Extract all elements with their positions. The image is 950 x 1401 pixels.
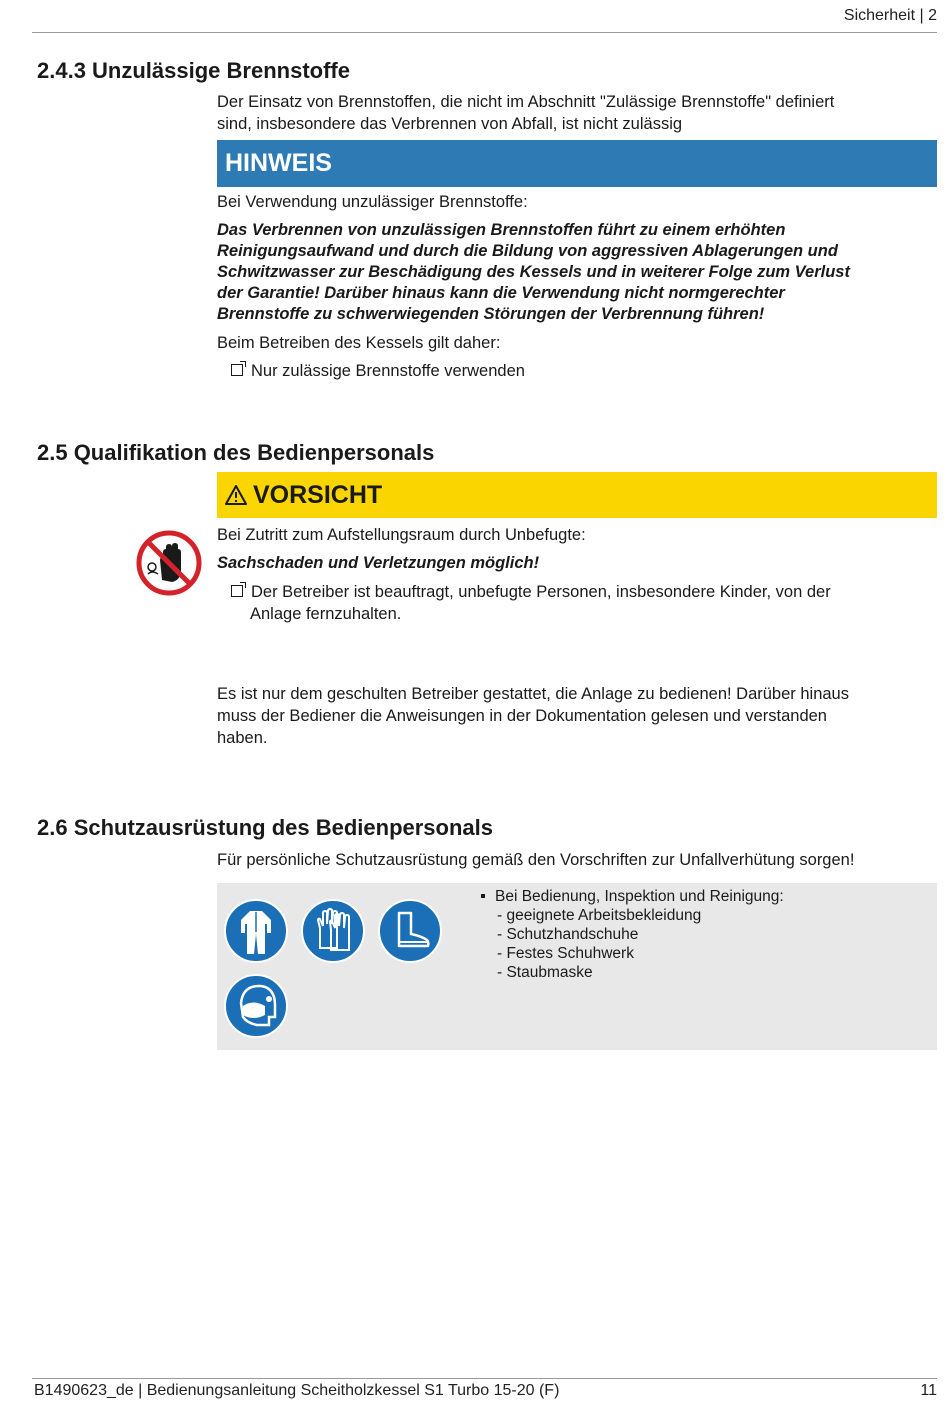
header-divider	[32, 32, 937, 33]
header-section: Sicherheit | 2	[843, 7, 937, 24]
protective-gloves-icon	[300, 898, 366, 969]
footer-divider	[32, 1378, 937, 1379]
consequence-line: der Garantie! Darüber hinaus kann die Verwendung nicht normgerechter	[217, 284, 785, 302]
checkbox-bullet-icon	[231, 364, 243, 376]
no-entry-unauthorized-icon	[136, 530, 202, 601]
action-text: Nur zulässige Brennstoffe verwenden	[251, 362, 525, 380]
action-text: Der Betreiber ist beauftragt, unbefugte Personen, insbesondere Kinder, von der	[251, 583, 831, 601]
consequence-line: Schwitzwasser zur Beschädigung des Kessels und in weiterer Folge zum Verlust	[217, 263, 850, 281]
ppe-item: - geeignete Arbeitsbekleidung	[497, 907, 702, 924]
notice-banner	[217, 140, 937, 187]
action-text: Anlage fernzuhalten.	[250, 605, 402, 623]
section-title-2-5: 2.5 Qualifikation des Bedienpersonals	[37, 440, 435, 465]
caution-action	[231, 581, 831, 625]
dust-mask-icon	[223, 973, 289, 1044]
footer-document-id: B1490623_de | Bedienungsanleitung Scheitholzkessel S1 Turbo 15-20 (F)	[34, 1382, 560, 1399]
notice-label: HINWEIS	[225, 149, 332, 177]
notice-consequence	[217, 220, 850, 325]
warning-triangle-icon	[225, 474, 247, 520]
caution-consequence: Sachschaden und Verletzungen möglich!	[217, 554, 540, 572]
qualification-paragraph	[217, 683, 849, 749]
ppe-item: - Schutzhandschuhe	[497, 926, 639, 943]
consequence-line: Brennstoffe zu schwerwiegenden Störungen der Verbrennung führen!	[217, 305, 765, 323]
page-number: 11	[920, 1382, 937, 1399]
paragraph-line: haben.	[217, 729, 268, 747]
ppe-item: - Festes Schuhwerk	[497, 945, 634, 962]
intro-line: sind, insbesondere das Verbrennen von Abfall, ist nicht zulässig	[217, 115, 683, 133]
square-bullet-icon	[481, 894, 485, 898]
intro-paragraph	[217, 91, 834, 135]
intro-line: Der Einsatz von Brennstoffen, die nicht im Abschnitt "Zulässige Brennstoffe" definiert	[217, 93, 835, 111]
notice-condition: Bei Verwendung unzulässiger Brennstoffe:	[217, 193, 528, 211]
section-title-2-6: 2.6 Schutzausrüstung des Bedienpersonals	[37, 815, 494, 840]
protective-clothing-icon	[223, 898, 289, 969]
consequence-line: Reinigungsaufwand und durch die Bildung von aggressiven Ablagerungen und	[217, 242, 838, 260]
caution-label: VORSICHT	[253, 481, 383, 509]
caution-condition: Bei Zutritt zum Aufstellungsraum durch Unbefugte:	[217, 526, 586, 544]
ppe-table	[217, 883, 937, 1050]
paragraph-line: muss der Bediener die Anweisungen in der Dokumentation gelesen und verstanden	[217, 707, 827, 725]
notice-action	[231, 360, 525, 382]
ppe-intro: Für persönliche Schutzausrüstung gemäß den Vorschriften zur Unfallverhütung sorgen!	[217, 851, 855, 869]
checkbox-bullet-icon	[231, 585, 243, 597]
ppe-item: - Staubmaske	[497, 964, 593, 981]
ppe-list	[481, 887, 784, 982]
paragraph-line: Es ist nur dem geschulten Betreiber gestattet, die Anlage zu bedienen! Darüber hinaus	[217, 685, 849, 703]
consequence-line: Das Verbrennen von unzulässigen Brennstoffen führt zu einem erhöhten	[217, 221, 786, 239]
notice-lead: Beim Betreiben des Kessels gilt daher:	[217, 334, 501, 352]
section-title-2-4-3: 2.4.3 Unzulässige Brennstoffe	[37, 58, 350, 83]
safety-boots-icon	[377, 898, 443, 969]
caution-banner	[217, 472, 937, 518]
ppe-bullet: Bei Bedienung, Inspektion und Reinigung:	[495, 888, 784, 905]
